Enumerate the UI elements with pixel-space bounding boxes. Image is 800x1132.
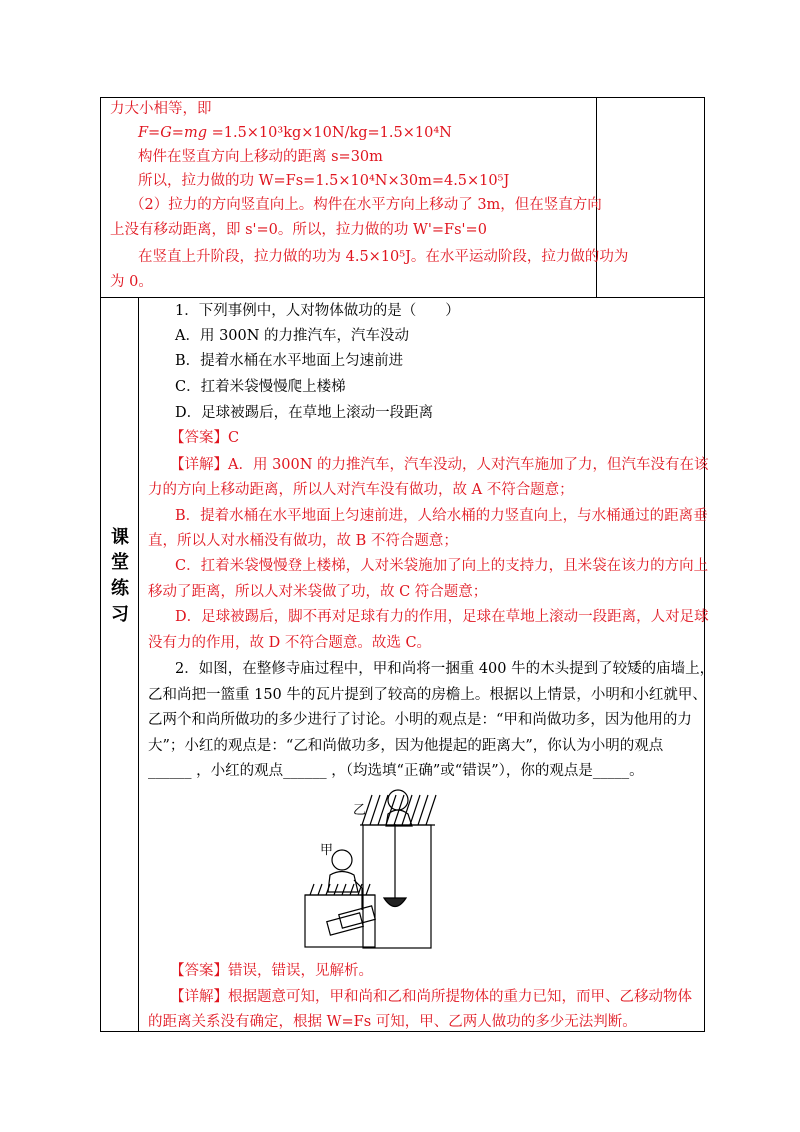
q1-stem: 1．下列事例中，人对物体做功的是（ ） [175, 303, 460, 319]
side-label-1: 课 [111, 527, 129, 548]
formula-rest: =1.5×10³kg×10N/kg=1.5×10⁴N [206, 125, 452, 141]
top-text-4: 所以，拉力做的功 W=Fs=1.5×10⁴N×30m=4.5×10⁵J [138, 173, 510, 189]
q2-stem-5: ______ ，小红的观点______ ，（均选填“正确”或“错误”），你的观点是_____。 [148, 763, 644, 779]
q1-explanation-3: B．提着水桶在水平地面上匀速前进，人给水桶的力竖直向上，与水桶通过的距离垂 [175, 508, 708, 524]
top-text-5: （2）拉力的方向竖直向上。构件在水平方向上移动了 3m，但在竖直方向 [130, 197, 602, 213]
q2-stem-1: 2．如图，在整修寺庙过程中，甲和尚将一捆重 400 牛的木头提到了较矮的庙墙上， [175, 661, 715, 677]
q1-explanation-4: 直，所以人对水桶没有做功，故 B 不符合题意； [148, 533, 458, 549]
formula-fgmg: F=G=mg [138, 125, 207, 141]
q1-option-a: A．用 300N 的力推汽车，汽车没动 [175, 328, 410, 344]
q2-explanation-1: 【详解】根据题意可知，甲和尚和乙和尚所提物体的重力已知，而甲、乙移动物体 [170, 989, 692, 1005]
q2-answer: 【答案】错误，错误，见解析。 [170, 963, 373, 979]
q2-stem-2: 乙和尚把一篮重 150 牛的瓦片提到了较高的房檐上。根据以上情景，小明和小红就甲、 [148, 687, 707, 703]
top-text-8: 为 0。 [110, 274, 153, 290]
row-divider [100, 297, 705, 298]
side-label-4: 习 [111, 604, 129, 625]
q1-explanation-2: 力的方向上移动距离，所以人对汽车没有做功，故 A 不符合题意； [148, 482, 574, 498]
q1-explanation-8: 没有力的作用，故 D 不符合题意。故选 C。 [148, 635, 432, 651]
top-formula-line [138, 124, 452, 142]
side-label-3: 练 [111, 578, 129, 599]
left-column-divider [138, 297, 139, 1032]
q1-explanation-5: C．扛着米袋慢慢登上楼梯，人对米袋施加了向上的支持力，且米袋在该力的方向上 [175, 558, 709, 574]
q1-explanation-1: 【详解】A．用 300N 的力推汽车，汽车没动，人对汽车施加了力，但汽车没有在该 [170, 457, 709, 473]
top-text-7: 在竖直上升阶段，拉力做的功为 4.5×10⁵J。在水平运动阶段，拉力做的功为 [138, 249, 629, 265]
top-text-3: 构件在竖直方向上移动的距离 s=30m [138, 149, 383, 165]
q1-option-d: D．足球被踢后，在草地上滚动一段距离 [175, 405, 434, 421]
side-label-2: 堂 [111, 552, 129, 573]
q1-option-c: C．扛着米袋慢慢爬上楼梯 [175, 379, 346, 395]
monks-drawing [300, 780, 450, 950]
label-jia: 甲 [320, 843, 334, 858]
monks-illustration [300, 780, 450, 950]
label-yi: 乙 [353, 803, 367, 818]
q1-explanation-6: 移动了距离，所以人对米袋做了功，故 C 符合题意； [148, 584, 488, 600]
top-text-6: 上没有移动距离，即 s'=0。所以，拉力做的功 W'=Fs'=0 [110, 222, 487, 238]
q2-explanation-2: 的距离关系没有确定，根据 W=Fs 可知，甲、乙两人做功的多少无法判断。 [148, 1014, 637, 1030]
q2-stem-3: 乙两个和尚所做功的多少进行了讨论。小明的观点是：“甲和尚做功多，因为他用的力 [148, 712, 692, 728]
q2-stem-4: 大”；小红的观点是：“乙和尚做功多，因为他提起的距离大”，你认为小明的观点 [148, 738, 664, 754]
top-text-1: 力大小相等，即 [110, 101, 212, 117]
q1-answer: 【答案】C [170, 430, 240, 446]
q1-explanation-7: D．足球被踢后，脚不再对足球有力的作用，足球在草地上滚动一段距离，人对足球 [175, 609, 709, 625]
q1-option-b: B．提着水桶在水平地面上匀速前进 [175, 353, 404, 369]
